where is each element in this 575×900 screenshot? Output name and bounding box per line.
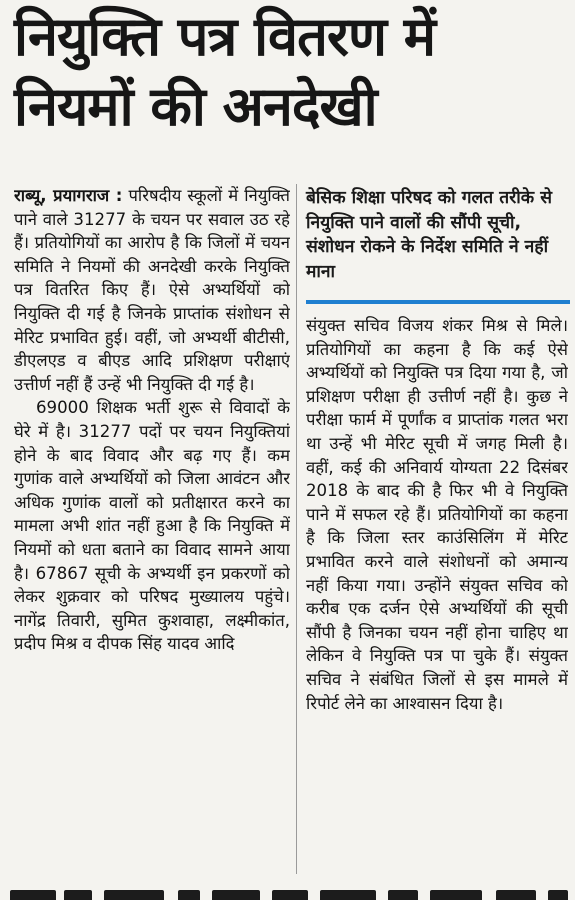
sub-headline-deck: बेसिक शिक्षा परिषद को गलत तरीके से नियुक्ति पाने वालों की सौंपी सूची, संशोधन रोकने के निर्देश समिति ने नहीं माना: [306, 188, 552, 282]
story-paragraph-1-text: परिषदीय स्कूलों में नियुक्ति पाने वाले 31277 के चयन पर सवाल उठ रहे हैं। प्रतियोगियों का आरोप है कि जिलों में चयन समिति ने नियमों की अनदेखी करके नियुक्ति पत्र वितरित किए हैं। ऐसे अभ्यर्थियों को नियुक्ति दी गई है जिनके प्राप्तांक संशोधन से मेरिट प्रभावित हुई। वहीं, जो अभ्यर्थी बीटीसी, डीएलएड व बीएड आदि प्रशिक्षण परीक्षाएं उत्तीर्ण नहीं हैं उन्हें भी नियुक्ति दी गई है।: [14, 186, 290, 394]
story-column-left: [14, 184, 290, 874]
headline-line-2: नियमों की अनदेखी: [14, 75, 377, 138]
headline-line-1: नियुक्ति पत्र वितरण में: [14, 5, 436, 68]
column-divider: [296, 184, 297, 874]
story-paragraph-1: [14, 184, 290, 396]
dateline: राब्यू, प्रयागराज :: [14, 186, 123, 205]
story-paragraph-2: 69000 शिक्षक भर्ती शुरू से विवादों के घेरे में है। 31277 पदों पर चयन नियुक्तियां होने के बाद विवाद और बढ़ गए हैं। कम गुणांक वाले अभ्यर्थियों को जिला आवंटन और अधिक गुणांक वालों को प्रतीक्षारत करने का मामला अभी शांत नहीं हुआ है कि नियुक्ति में नियमों को धता बताने का विवाद सामने आया है। 67867 सूची के अभ्यर्थी इन प्रकरणों को लेकर शुक्रवार को परिषद मुख्यालय पहुंचे। नागेंद्र तिवारी, सुमित कुशवाहा, लक्ष्मीकांत, प्रदीप मिश्र व दीपक सिंह यादव आदि: [14, 398, 290, 654]
headline: [14, 2, 564, 142]
story-column-right: [306, 314, 568, 894]
story-continuation: संयुक्त सचिव विजय शंकर मिश्र से मिले। प्रतियोगियों का कहना है कि कई ऐसे अभ्यर्थियों को नियुक्ति पत्र दिया गया है, जो प्रशिक्षण परीक्षा ही उत्तीर्ण नहीं है। कुछ ने परीक्षा फार्म में पूर्णांक व प्राप्तांक गलत भरा था उन्हें भी मेरिट सूची में जगह मिली है। वहीं, कई की अनिवार्य योग्यता 22 दिसंबर 2018 के बाद की है फिर भी वे नियुक्ति पाने में सफल रहे हैं। प्रतियोगियों का कहना है कि जिला स्तर काउंसिलिंग में मेरिट प्रभावित करने वाले संशोधनों को अमान्य नहीं किया गया। उन्होंने संयुक्त सचिव को करीब एक दर्जन ऐसे अभ्यर्थियों की सूची सौंपी है जिनका चयन नहीं होना चाहिए था लेकिन वे नियुक्ति पत्र पा चुके हैं। संयुक्त सचिव ने संबंधित जिलों से इस मामले में रिपोर्ट लेने का आश्वासन दिया है।: [306, 316, 568, 713]
deck-rule: [306, 300, 570, 304]
next-article-headline-cutoff: [0, 884, 575, 900]
